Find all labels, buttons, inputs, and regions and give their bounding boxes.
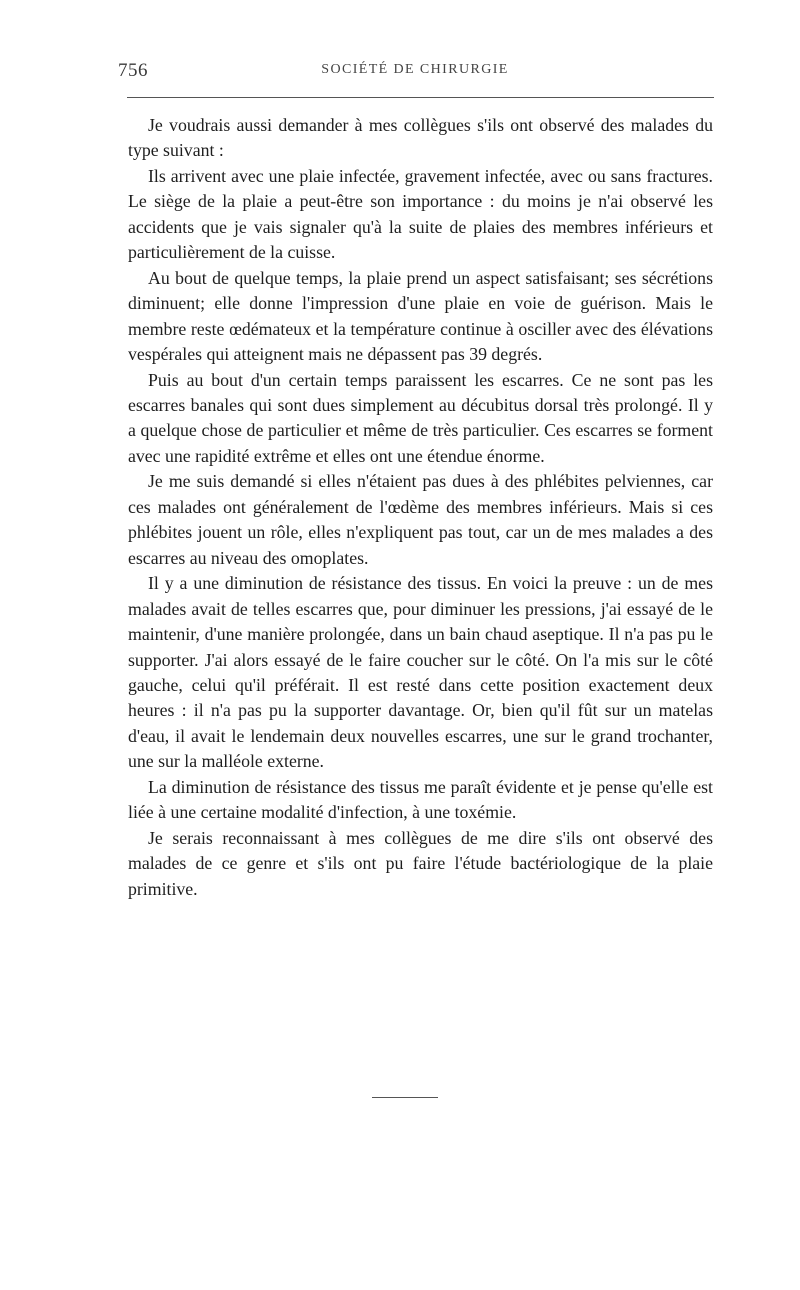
paragraph-7: La diminution de résistance des tissus me paraît évidente et je pense qu'elle est liée à une certaine modalité d'infection, à une toxémie.: [128, 776, 713, 823]
paragraph-6: Il y a une diminution de résistance des tissus. En voici la preuve : un de mes malades avait de telles escarres que, pour diminuer les pressions, j'ai essayé de le maintenir, d'une manière prolongée, dans un bain chaud aseptique. Il n'a pas pu le supporter. J'ai alors essayé de le faire coucher sur le côté. On l'a mis sur le côté gauche, celui qu'il préférait. Il est resté dans cette position exactement deux heures : il n'a pas pu la supporter davantage. Or, bien qu'il fût sur un matelas d'eau, il avait le lendemain deux nouvelles escarres, une sur le grand trochanter, une sur la malléole externe.: [128, 573, 713, 772]
paragraph-1: Je voudrais aussi demander à mes collègues s'ils ont observé des malades du type suivant :: [128, 115, 713, 161]
section-end-rule: [372, 1097, 438, 1098]
running-title: SOCIÉTÉ DE CHIRURGIE: [321, 62, 509, 77]
header-rule: [127, 97, 714, 98]
paragraph-4: Puis au bout d'un certain temps paraissent les escarres. Ce ne sont pas les escarres banales qui sont dues simplement au décubitus dorsal très prolongé. Il y a quelque chose de particulier et même de très particulier. Ces escarres se forment avec une rapidité extrême et elles ont une étendue énorme.: [128, 369, 713, 466]
paragraph-5: Je me suis demandé si elles n'étaient pas dues à des phlébites pelviennes, car ces malades ont généralement de l'œdème des membres inférieurs. Mais si ces phlébites jouent un rôle, elles n'expliquent pas tout, car un de mes malades a des escarres au niveau des omoplates.: [128, 471, 713, 568]
paragraph-3: Au bout de quelque temps, la plaie prend un aspect satisfaisant; ses sécrétions diminuent; elle donne l'impression d'une plaie en voie de guérison. Mais le membre reste œdémateux et la température continue à osciller avec des élévations vespérales qui atteignent mais ne dépassent pas 39 degrés.: [128, 267, 713, 365]
paragraph-2: Ils arrivent avec une plaie infectée, gravement infectée, avec ou sans fractures. Le siège de la plaie a peut-être son importance : du moins je n'ai observé les accidents que je vais signaler qu'à la suite de plaies des membres inférieurs et particulièrement de la cuisse.: [128, 165, 713, 263]
page-number: 756: [118, 60, 148, 81]
page-header: [116, 54, 714, 84]
body-text: [128, 113, 713, 902]
paragraph-8: Je serais reconnaissant à mes collègues de me dire s'ils ont observé des malades de ce genre et s'ils ont pu faire l'étude bactériologique de la plaie primitive.: [128, 827, 713, 899]
